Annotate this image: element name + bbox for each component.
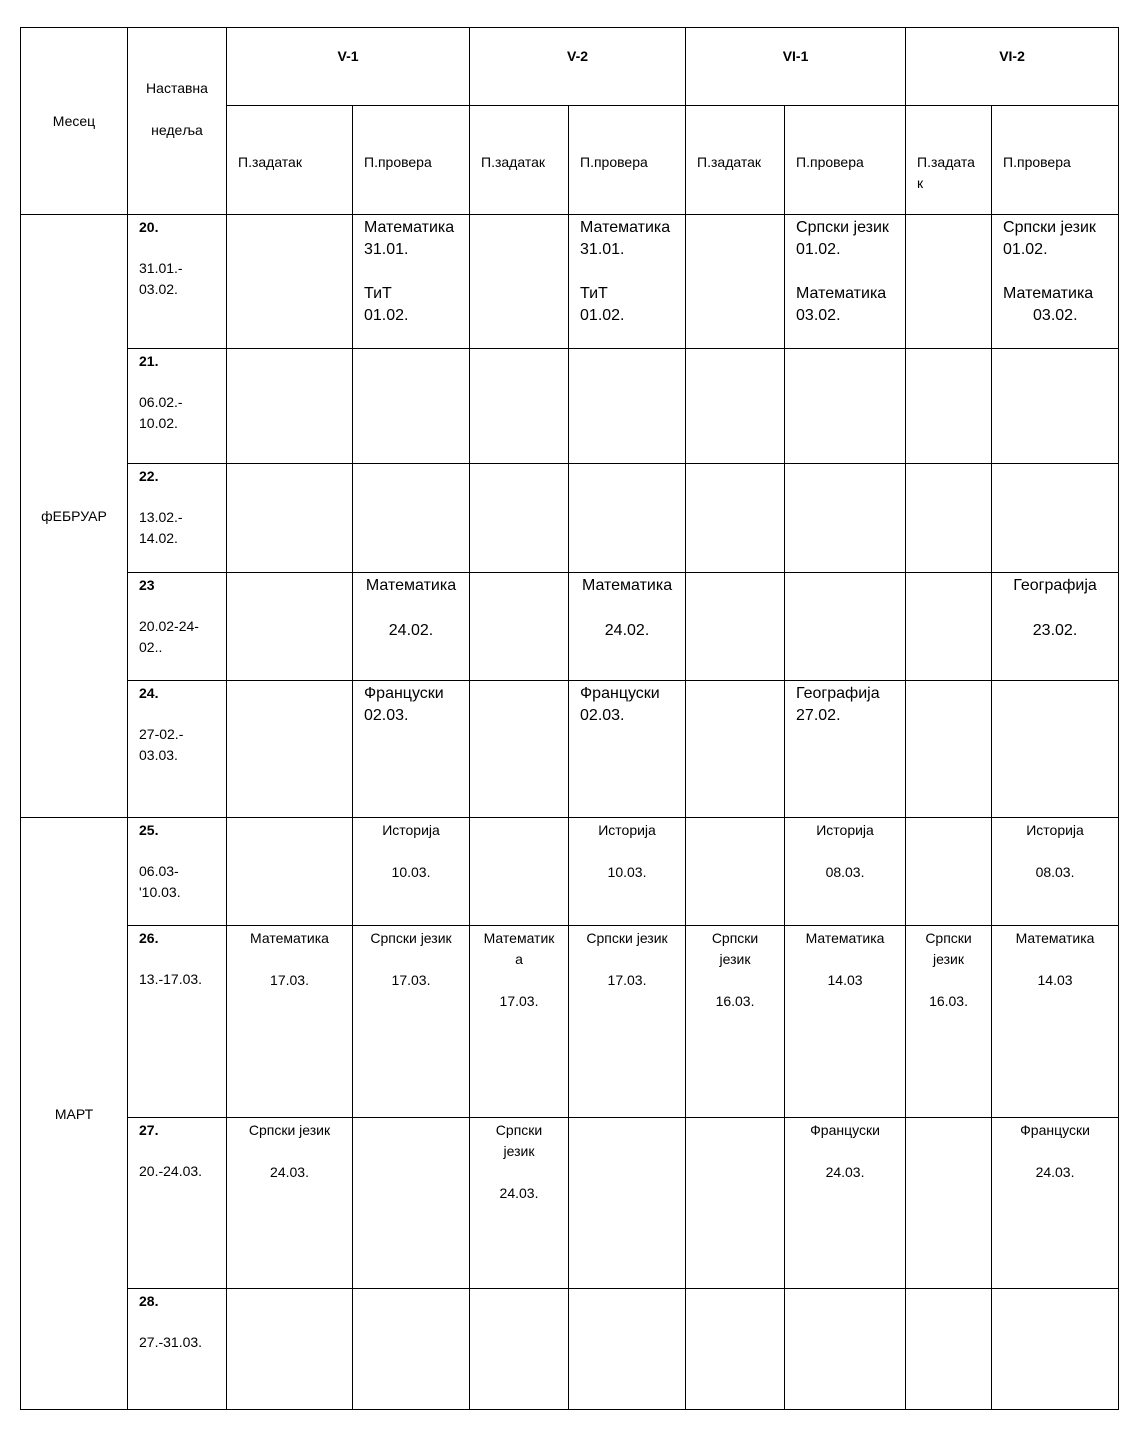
class-header-v1: V-1 [227,28,470,106]
cell-v2-task: Математик а 17.03. [470,926,569,1118]
sub-header-task: П.задатак [470,106,569,215]
cell-v1-task: Математика 17.03. [227,926,353,1118]
week-cell: 24. 27-02.- 03.03. [128,681,227,818]
week-cell: 23 20.02-24- 02.. [128,573,227,681]
cell-v1-test: Француски 02.03. [353,681,470,818]
empty-cell [470,573,569,681]
empty-cell [785,349,906,464]
cell-vi1-test: Српски језик 01.02. Математика 03.02. [785,215,906,349]
class-header-vi1: VI-1 [686,28,906,106]
empty-cell [569,1289,686,1410]
empty-cell [227,215,353,349]
empty-cell [992,1289,1119,1410]
empty-cell [686,573,785,681]
empty-cell [569,1118,686,1289]
table-row [21,1289,1119,1410]
cell-vi1-test: Француски 24.03. [785,1118,906,1289]
cell-vi2-task: Српски језик 16.03. [906,926,992,1118]
cell-v2-test: Математика 31.01. ТиТ 01.02. [569,215,686,349]
table-row [21,573,1119,681]
empty-cell [686,818,785,926]
table-row [21,681,1119,818]
empty-cell [686,349,785,464]
cell-v2-test: Историја 10.03. [569,818,686,926]
cell-v2-test: Српски језик 17.03. [569,926,686,1118]
empty-cell [906,349,992,464]
cell-vi1-task: Српски језик 16.03. [686,926,785,1118]
class-header-v2: V-2 [470,28,686,106]
month-cell-february: фЕБРУАР [21,215,128,818]
sub-header-test: П.провера [353,106,470,215]
empty-cell [906,1289,992,1410]
cell-v1-task: Српски језик 24.03. [227,1118,353,1289]
week-cell: 27. 20.-24.03. [128,1118,227,1289]
table-row [21,349,1119,464]
cell-v1-test: Математика 31.01. ТиТ 01.02. [353,215,470,349]
cell-v1-test: Историја 10.03. [353,818,470,926]
empty-cell [470,464,569,573]
week-cell: 28. 27.-31.03. [128,1289,227,1410]
empty-cell [353,1118,470,1289]
empty-cell [686,1118,785,1289]
cell-v2-test: Математика 24.02. [569,573,686,681]
empty-cell [227,349,353,464]
empty-cell [785,1289,906,1410]
empty-cell [227,818,353,926]
cell-v2-task: Српски језик 24.03. [470,1118,569,1289]
schedule-table [20,27,1119,1410]
empty-cell [785,464,906,573]
cell-v1-test: Српски језик 17.03. [353,926,470,1118]
week-cell: 22. 13.02.- 14.02. [128,464,227,573]
empty-cell [686,464,785,573]
empty-cell [686,1289,785,1410]
cell-vi1-test: Географија 27.02. [785,681,906,818]
empty-cell [353,464,470,573]
table-row [21,464,1119,573]
sub-header-task: П.задата к [906,106,992,215]
cell-vi2-test: Историја 08.03. [992,818,1119,926]
table-row [21,926,1119,1118]
empty-cell [992,681,1119,818]
empty-cell [686,681,785,818]
empty-cell [686,215,785,349]
cell-vi1-test: Историја 08.03. [785,818,906,926]
week-cell: 26. 13.-17.03. [128,926,227,1118]
month-cell-march: МАРТ [21,818,128,1410]
empty-cell [470,215,569,349]
month-header: Месец [21,28,128,215]
empty-cell [470,681,569,818]
empty-cell [353,349,470,464]
cell-vi2-test: Географија 23.02. [992,573,1119,681]
empty-cell [227,573,353,681]
sub-header-test: П.провера [992,106,1119,215]
class-header-vi2: VI-2 [906,28,1119,106]
empty-cell [906,818,992,926]
empty-cell [353,1289,470,1410]
sub-header-task: П.задатак [227,106,353,215]
cell-vi2-test: Српски језик 01.02. Математика 03.02. [992,215,1119,349]
week-cell: 25. 06.03- '10.03. [128,818,227,926]
table-row [21,215,1119,349]
week-header: Наставна недеља [128,28,227,215]
empty-cell [470,349,569,464]
sub-header-task: П.задатак [686,106,785,215]
empty-cell [470,818,569,926]
empty-cell [569,464,686,573]
empty-cell [906,1118,992,1289]
table-row [21,1118,1119,1289]
empty-cell [992,349,1119,464]
empty-cell [906,215,992,349]
empty-cell [227,681,353,818]
sub-header-test: П.провера [785,106,906,215]
cell-v2-test: Француски 02.03. [569,681,686,818]
cell-vi1-test: Математика 14.03 [785,926,906,1118]
empty-cell [906,573,992,681]
empty-cell [470,1289,569,1410]
empty-cell [785,573,906,681]
empty-cell [569,349,686,464]
empty-cell [906,681,992,818]
table-row [21,818,1119,926]
empty-cell [992,464,1119,573]
empty-cell [227,464,353,573]
week-cell: 21. 06.02.- 10.02. [128,349,227,464]
sub-header-test: П.провера [569,106,686,215]
empty-cell [227,1289,353,1410]
cell-vi2-test: Француски 24.03. [992,1118,1119,1289]
week-cell: 20. 31.01.- 03.02. [128,215,227,349]
cell-vi2-test: Математика 14.03 [992,926,1119,1118]
cell-v1-test: Математика 24.02. [353,573,470,681]
empty-cell [906,464,992,573]
